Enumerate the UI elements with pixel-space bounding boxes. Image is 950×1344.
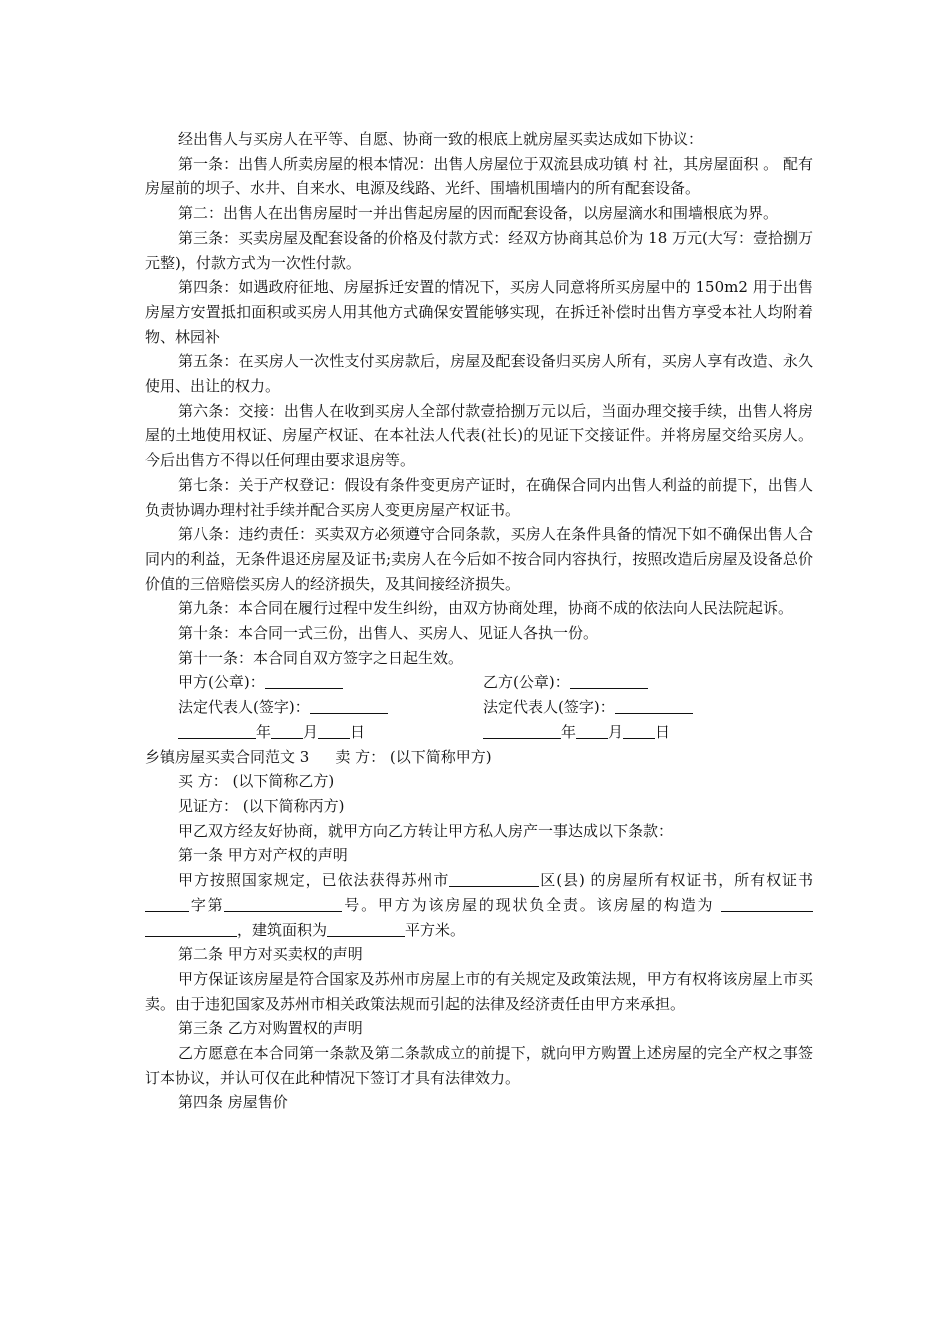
art1-text-d: 号。甲方为该房屋的现状负全责。该房屋的构造为 [342,895,715,914]
party-a-seal-label: 甲方(公章)： [178,673,265,692]
contract1-article-4: 第四条：如遇政府征地、房屋拆迁安置的情况下，买房人同意将所买房屋中的 150m2 用于出售房屋方安置抵扣面积或买房人用其他方式确保安置能够实现，在拆迁补偿时出售方享受本社人均附着物、林园补 [145,278,813,346]
area-blank [327,920,405,937]
contract2-article-3-body: 乙方愿意在本合同第一条款及第二条款成立的前提下，就向甲方购置上述房屋的完全产权之事签订本协议，并认可仅在此种情况下签订才具有法律效力。 [145,1044,813,1087]
contract2-seller: 卖 方： (以下简称甲方) [335,747,492,766]
document-page [145,127,813,1115]
contract2-title-line [145,745,813,770]
contract1-article-10: 第十条：本合同一式三份，出售人、买房人、见证人各执一份。 [178,624,599,643]
contract2-article-4-title: 第四条 房屋售价 [178,1093,288,1112]
contract1-article-8: 第八条：违约责任：买卖双方必须遵守合同条款，买房人在条件具备的情况下如不确保出售人合同内的利益，无条件退还房屋及证书;卖房人在今后如不按合同内容执行，按照改造后房屋及设备总价价值的三倍赔偿买房人的经济损失，及其间接经济损失。 [145,525,813,593]
party-a-seal-blank [265,672,343,689]
art1-text-b: 区(县) 的房屋所有权证书，所有权证书 [539,871,813,890]
legal-rep-b [483,695,813,720]
structure-blank-2 [145,920,237,937]
structure-blank-1 [721,895,813,912]
legal-rep-b-blank [615,697,693,714]
party-a-seal [178,670,483,695]
date-a [178,720,483,745]
art1-text-e: ，建筑面积为 [237,920,328,939]
date-a-year-blank [178,722,256,739]
contract1-article-7: 第七条：关于产权登记：假设有条件变更房产证时，在确保合同内出售人利益的前提下，出售人负责协调办理村社手续并配合买房人变更房屋产权证书。 [145,475,813,519]
date-b-day-blank [623,722,655,739]
date-a-day-label: 日 [350,722,366,741]
legal-rep-a-label: 法定代表人(签字)： [178,698,310,717]
signature-rep-row [145,695,813,720]
signature-seal-row [145,670,813,695]
contract1-intro: 经出售人与买房人在平等、自愿、协商一致的根底上就房屋买卖达成如下协议： [178,130,704,148]
art1-text-a: 甲方按照国家规定，已依法获得苏州市 [178,871,450,890]
contract2-article-1-title: 第一条 甲方对产权的声明 [178,846,348,865]
party-b-seal-blank [570,672,648,689]
contract1-article-6: 第六条：交接：出售人在收到买房人全部付款壹拾捌万元以后，当面办理交接手续，出售人将房屋的土地使用权证、房屋产权证、在本社法人代表(社长)的见证下交接证件。并将房屋交给买房人。今后出售方不得以任何理由要求退房等。 [145,401,813,470]
party-b-seal [483,670,813,695]
contract1-article-2: 第二：出售人在出售房屋时一并出售起房屋的因而配套设备，以房屋滴水和围墙根底为界。 [178,204,779,223]
art1-text-f: 平方米。 [405,920,466,939]
date-a-month-blank [271,722,303,739]
contract2-buyer: 买 方： (以下简称乙方) [178,772,335,791]
contract1-article-5: 第五条：在买房人一次性支付买房款后，房屋及配套设备归买房人所有，买房人享有改造、永久使用、出让的权力。 [145,352,813,396]
date-a-day-blank [318,722,350,739]
contract2-article-2-title: 第二条 甲方对买卖权的声明 [178,945,363,964]
contract2-preamble: 甲乙双方经友好协商，就甲方向乙方转让甲方私人房产一事达成以下条款： [178,821,674,840]
date-a-year-label: 年 [256,722,272,741]
legal-rep-a [178,695,483,720]
contract2-witness: 见证方： (以下简称丙方) [178,796,345,815]
art1-text-c: 字第 [189,895,225,914]
contract2-article-1-body [145,868,813,942]
contract2-title: 乡镇房屋买卖合同范文 3 [145,747,310,766]
certificate-word-blank [145,895,189,912]
date-b-year-label: 年 [561,722,577,741]
date-b-month-label: 月 [608,722,624,741]
signature-date-row [145,720,813,745]
certificate-number-blank [224,895,342,912]
date-a-month-label: 月 [303,722,319,741]
contract1-article-11: 第十一条：本合同自双方签字之日起生效。 [178,648,464,667]
legal-rep-b-label: 法定代表人(签字)： [483,698,615,717]
date-b-month-blank [576,722,608,739]
contract1-article-1: 第一条：出售人所卖房屋的根本情况：出售人房屋位于双流县成功镇 村 社，其房屋面积 。 配有房屋前的坝子、水井、自来水、电源及线路、光纤、围墙机围墙内的所有配套设备。 [145,154,813,198]
legal-rep-a-blank [310,697,388,714]
contract1-article-3: 第三条：买卖房屋及配套设备的价格及付款方式：经双方协商其总价为 18 万元(大写：壹拾捌万元整)，付款方式为一次性付款。 [145,228,813,272]
contract2-article-3-title: 第三条 乙方对购置权的声明 [178,1019,363,1038]
date-b-day-label: 日 [655,722,671,741]
contract1-article-9: 第九条：本合同在履行过程中发生纠纷，由双方协商处理，协商不成的依法向人民法院起诉。 [178,599,794,618]
date-b-year-blank [483,722,561,739]
contract2-article-2-body: 甲方保证该房屋是符合国家及苏州市房屋上市的有关规定及政策法规，甲方有权将该房屋上市买卖。由于违犯国家及苏州市相关政策法规而引起的法律及经济责任由甲方来承担。 [145,969,813,1013]
date-b [483,720,813,745]
party-b-seal-label: 乙方(公章)： [483,673,570,692]
district-blank [449,870,539,887]
